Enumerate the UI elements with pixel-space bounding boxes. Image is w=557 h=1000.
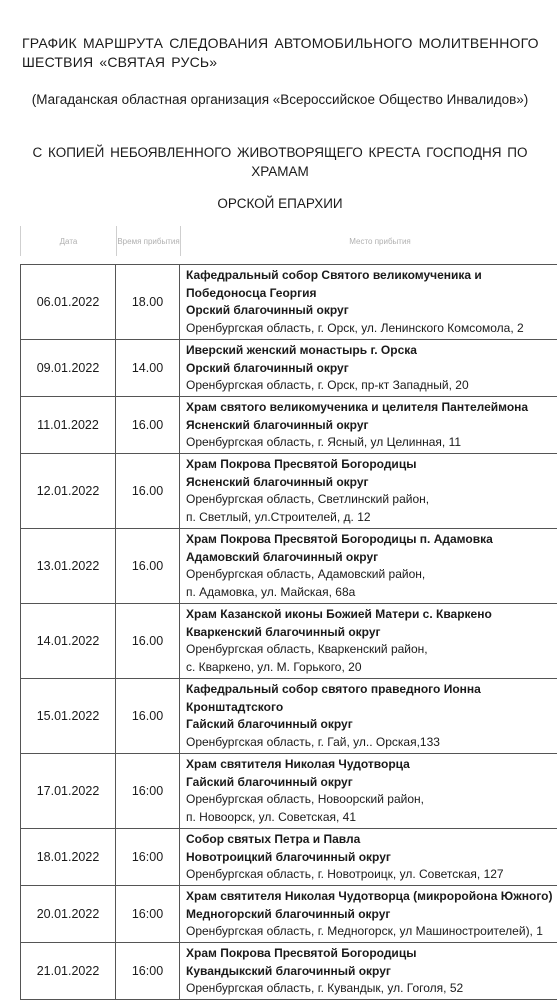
address-line: Оренбургская область, г. Кувандык, ул. Гоголя, 52 [186,981,464,995]
place-name-line: Кувандыкский благочинный округ [186,963,391,978]
place-cell [180,397,557,453]
address-line: п. Адамовка, ул. Майская, 68а [186,584,356,599]
date-cell: 06.01.2022 [21,265,116,339]
place-name-line: Адамовский благочинный округ [186,549,379,564]
place-name-line: Храм Покрова Пресвятой Богородицы [186,457,417,471]
place-name-line: Иверский женский монастырь г. Орска [186,343,417,357]
place-cell [180,265,557,339]
address-line: Оренбургская область, г. Орск, ул. Ленинского Комсомола, 2 [186,320,524,335]
arrival-time-cell: 16:00 [116,754,180,828]
date-cell: 09.01.2022 [21,340,116,396]
table-row [20,340,557,397]
place-name-line: Кваркенский благочинный округ [186,624,381,639]
date-cell: 21.01.2022 [21,943,116,999]
address-line: Оренбургская область, Адамовский район, [186,567,426,581]
place-cell [180,943,557,999]
place-name-line: Медногорский благочинный округ [186,906,391,921]
arrival-time-cell: 16:00 [116,886,180,942]
place-name-line: Кафедральный собор святого праведного Ионна [186,682,481,696]
place-cell [180,829,557,885]
place-name-line: Храм Покрова Пресвятой Богородицы п. Адамовка [186,532,493,546]
table-row [20,397,557,454]
document-title: ГРАФИК МАРШРУТА СЛЕДОВАНИЯ АВТОМОБИЛЬНОГО МОЛИТВЕННОГО ШЕСТВИЯ «СВЯТАЯ РУСЬ» [22,35,539,70]
place-cell [180,529,557,603]
place-name-line: Гайский благочинный округ [186,774,353,789]
arrival-time-cell: 14.00 [116,340,180,396]
place-name-line: Кафедральный собор Святого великомученика и [186,268,482,282]
table-row [20,604,557,679]
place-name-line: Кронштадтского [186,699,284,714]
arrival-time-cell: 16.00 [116,679,180,753]
date-cell: 17.01.2022 [21,754,116,828]
address-line: п. Светлый, ул.Строителей, д. 12 [186,509,371,524]
date-cell: 13.01.2022 [21,529,116,603]
date-cell: 11.01.2022 [21,397,116,453]
place-name-line: Орский благочинный округ [186,360,349,375]
place-name-line: Храм Покрова Пресвятой Богородицы [186,946,417,960]
place-cell [180,454,557,528]
address-line: с. Кваркено, ул. М. Горького, 20 [186,659,362,674]
place-name-line: Храм Казанской иконы Божией Матери с. Кваркено [186,607,492,621]
date-cell: 14.01.2022 [21,604,116,678]
arrival-time-cell: 16.00 [116,529,180,603]
date-cell: 18.01.2022 [21,829,116,885]
place-name-line: Гайский благочинный округ [186,717,353,731]
place-name-line: Победоносца Георгия [186,285,317,300]
diocese-name: ОРСКОЙ ЕПАРХИИ [217,196,343,211]
arrival-time-cell: 18.00 [116,265,180,339]
place-cell [180,604,557,678]
place-cell [180,679,557,753]
arrival-time-cell: 16.00 [116,397,180,453]
place-name-line: Новотроицкий благочинный округ [186,849,391,864]
arrival-time-cell: 16:00 [116,943,180,999]
address-line: Оренбургская область, г. Гай, ул.. Орская,133 [186,734,440,749]
address-line: Оренбургская область, г. Медногорск, ул Машиностроителей), 1 [186,924,543,938]
arrival-time-cell: 16.00 [116,454,180,528]
place-name-line: Храм святителя Николая Чудотворца (микроройона Южного) [186,889,553,903]
table-header [20,226,557,256]
column-header-time: Время прибытия [116,226,181,256]
address-line: Оренбургская область, Светлинский район, [186,492,430,506]
table-row [20,886,557,943]
table-row [20,454,557,529]
arrival-time-cell: 16.00 [116,604,180,678]
table-row [20,679,557,754]
place-name-line: Орский благочинный округ [186,303,349,317]
place-name-line: Собор святых Петра и Павла [186,832,361,846]
column-header-place: Место прибытия [349,236,411,246]
place-cell [180,340,557,396]
place-cell [180,754,557,828]
document-subtitle: С КОПИЕЙ НЕБОЯВЛЕННОГО ЖИВОТВОРЯЩЕГО КРЕСТА ГОСПОДНЯ ПО ХРАМАМ [32,145,528,179]
address-line: п. Новоорск, ул. Советская, 41 [186,809,357,824]
place-cell [180,886,557,942]
date-cell: 20.01.2022 [21,886,116,942]
place-name-line: Храм святителя Николая Чудотворца [186,757,410,771]
address-line: Оренбургская область, г. Орск, пр-кт Западный, 20 [186,378,469,392]
organization-name: (Магаданская областная организация «Всероссийское Общество Инвалидов») [31,92,529,107]
date-cell: 12.01.2022 [21,454,116,528]
address-line: Оренбургская область, г. Ясный, ул Целинная, 11 [186,435,462,449]
place-name-line: Ясненский благочинный округ [186,417,369,432]
address-line: Оренбургская область, Новоорский район, [186,792,424,806]
table-row [20,529,557,604]
table-row [20,754,557,829]
date-cell: 15.01.2022 [21,679,116,753]
table-row [20,265,557,340]
address-line: Оренбургская область, Кваркенский район, [186,642,428,656]
place-name-line: Храм святого великомученика и целителя Пантелеймона [186,400,529,414]
table-row [20,943,557,1000]
table-row [20,829,557,886]
column-header-date: Дата [59,236,78,246]
address-line: Оренбургская область, г. Новотроицк, ул. Советская, 127 [186,867,504,881]
schedule-table [20,264,557,1000]
arrival-time-cell: 16:00 [116,829,180,885]
place-name-line: Ясненский благочинный округ [186,474,369,489]
